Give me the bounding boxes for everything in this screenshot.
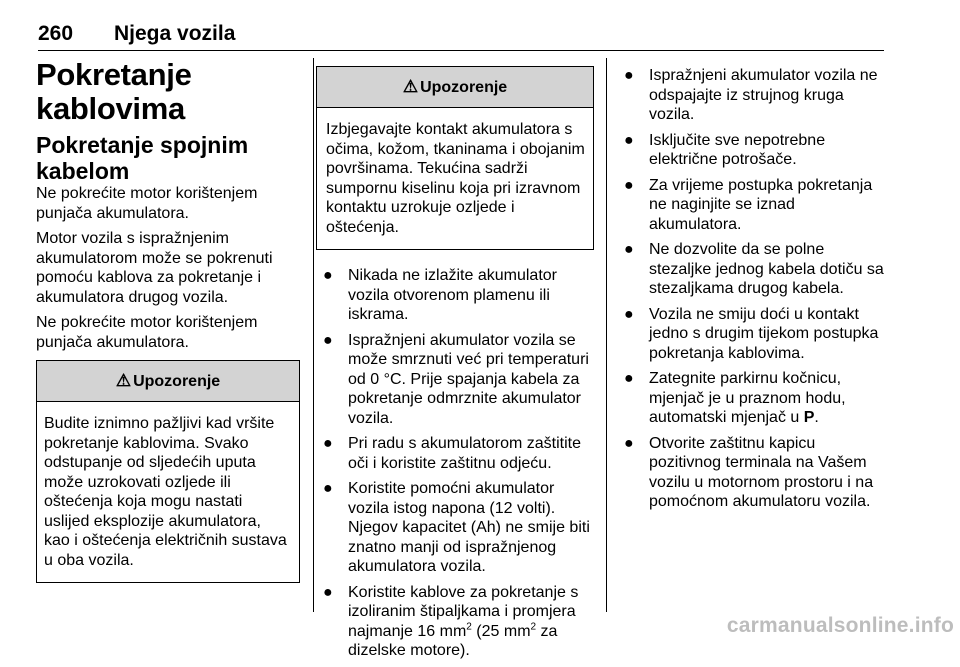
warning-title: Upozorenje xyxy=(133,373,221,390)
list-item-text: Otvorite zaštitnu kapicu pozitivnog terminala na Vašem vozilu u motornom prostoru i na pomoćnom akumulatoru vozila. xyxy=(649,434,874,510)
bullet-icon: ● xyxy=(323,480,333,497)
list-item-text: Ispražnjeni akumulator vozila ne odspajajte iz strujnog kruga vozila. xyxy=(649,67,878,123)
warning-box xyxy=(316,66,594,250)
column-divider xyxy=(313,58,314,612)
warning-icon: ⚠ xyxy=(115,371,132,390)
warning-icon: ⚠ xyxy=(402,77,419,96)
running-title: Njega vozila xyxy=(114,22,236,45)
warning-header xyxy=(37,361,299,402)
subsection-heading: Pokretanje spojnim kabelom xyxy=(36,132,249,184)
column-3 xyxy=(617,66,887,518)
bullet-list xyxy=(617,66,887,512)
list-item xyxy=(316,434,594,473)
list-item xyxy=(617,66,887,125)
list-item-text: Ispražnjeni akumulator vozila se može smrznuti već pri temperaturi od 0 °C. Prije spajanja kabela za pokretanje odmrznite akumulator vozila. xyxy=(348,331,589,427)
list-item xyxy=(316,266,594,325)
list-item xyxy=(617,131,887,170)
list-item-text: Ne dozvolite da se polne stezaljke jednog kabela dotiču sa stezaljkama drugog kabela. xyxy=(649,241,884,297)
list-item xyxy=(617,176,887,235)
bullet-icon: ● xyxy=(624,241,634,258)
list-item-text: Koristite kablove za pokretanje s izoliranim štipaljkama i promjera najmanje 16 $mm^2$ (25 $mm^2$ za dizelske motore). xyxy=(348,583,579,659)
gear-label: P xyxy=(803,409,815,426)
list-item xyxy=(617,434,887,512)
list-item-text: Nikada ne izlažite akumulator vozila otvorenom plamenu ili iskrama. xyxy=(348,267,557,323)
page-header xyxy=(38,6,884,51)
bullet-icon: ● xyxy=(323,267,333,284)
column-divider xyxy=(606,58,607,612)
paragraph: Ne pokrećite motor korištenjem punjača akumulatora. xyxy=(36,185,258,222)
bullet-list xyxy=(316,266,594,661)
watermark: carmanualsonline.info xyxy=(726,614,954,637)
list-item xyxy=(617,305,887,364)
warning-text: Izbjegavajte kontakt akumulatora s očima, kožom, tkaninama i obojanim površinama. Tekućina sadrži sumpornu kiselinu koja pri izravnom kontaktu uzrokuje ozljede i oštećenja. xyxy=(326,121,585,236)
bullet-icon: ● xyxy=(323,583,333,601)
bullet-icon: ● xyxy=(323,331,333,349)
warning-box xyxy=(36,360,300,583)
list-item xyxy=(316,583,594,661)
warning-title: Upozorenje xyxy=(420,79,508,96)
list-item xyxy=(316,331,594,429)
bullet-icon: ● xyxy=(624,67,634,84)
bullet-icon: ● xyxy=(624,131,634,149)
list-item-text: Zategnite parkirnu kočnicu, mjenjač je u praznom hodu, automatski mjenjač u P. xyxy=(649,370,846,426)
list-item-text: Koristite pomoćni akumulator vozila istog napona (12 volti). Njegov kapacitet (Ah) ne smije biti znatno manji od ispražnjenog akumulatora vozila. xyxy=(348,480,590,575)
list-item xyxy=(316,479,594,577)
warning-text: Budite iznimno pažljivi kad vršite pokretanje kablovima. Svako odstupanje od sljedećih uputa može uzrokovati ozljede ili oštećenja koja mogu nastati uslijed eksplozije akumulatora, kao i oštećenja električnih sustava u oba vozila. xyxy=(44,415,287,569)
list-item-text: Za vrijeme postupka pokretanja ne naginjite se iznad akumulatora. xyxy=(649,176,873,233)
list-item xyxy=(617,240,887,299)
bullet-icon: ● xyxy=(624,176,634,194)
bullet-icon: ● xyxy=(624,370,634,387)
paragraph: Ne pokrećite motor korištenjem punjača akumulatora. xyxy=(36,314,258,351)
warning-header xyxy=(317,67,593,108)
paragraph: Motor vozila s ispražnjenim akumulatorom može se pokrenuti pomoću kablova za pokretanje i akumulatora drugog vozila. xyxy=(36,230,273,306)
list-item-text: Isključite sve nepotrebne električne potrošače. xyxy=(649,131,826,168)
column-1 xyxy=(36,58,300,583)
column-2 xyxy=(316,66,594,667)
page-number: 260 xyxy=(38,22,74,45)
list-item-text: Vozila ne smiju doći u kontakt jedno s drugim tijekom postupka pokretanja kablovima. xyxy=(649,305,879,362)
list-item-text: Pri radu s akumulatorom zaštitite oči i koristite zaštitnu odjeću. xyxy=(348,435,581,472)
bullet-icon: ● xyxy=(323,435,333,452)
bullet-icon: ● xyxy=(624,434,634,452)
section-heading: Pokretanje kablovima xyxy=(36,57,192,126)
bullet-icon: ● xyxy=(624,305,634,323)
list-item xyxy=(617,369,887,428)
